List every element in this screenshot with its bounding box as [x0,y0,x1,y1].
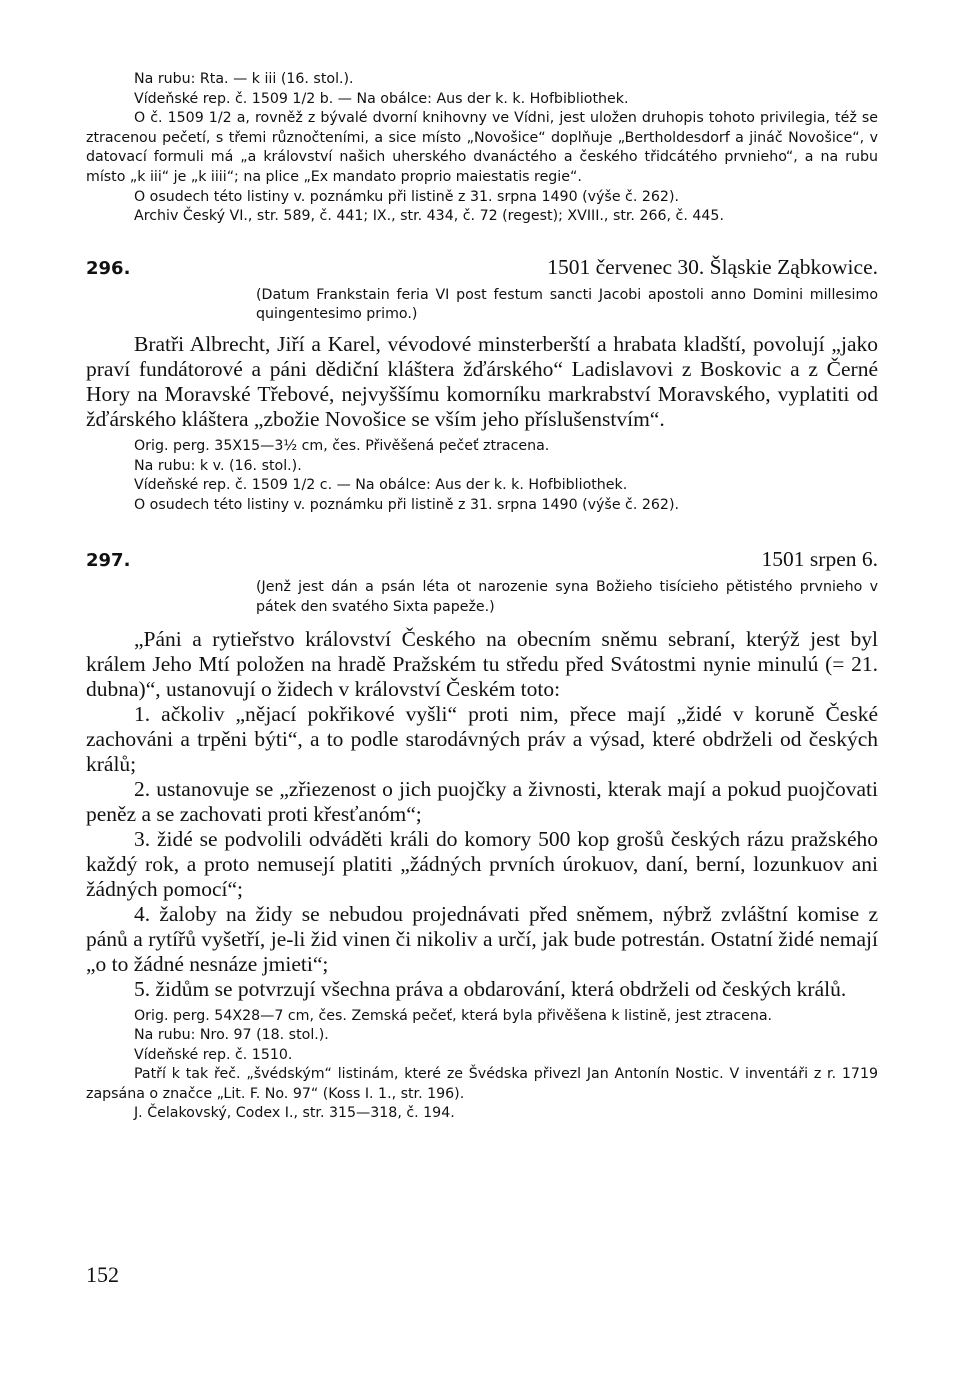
note-line: Vídeňské rep. č. 1509 1/2 b. — Na obálce: Aus der k. k. Hofbibliothek. [134,90,629,107]
regest-paragraph: 4. žaloby na židy se nebudou projednávati před sněmem, nýbrž zvláštní komise z pánů a rytířů vyšetří, je-li žid vinen či nikoliv a určí, jak bude potrestán. Ostatní židé nemají „o to žádné nesnáze jmieti“; [86,901,878,976]
note-line: O osudech této listiny v. poznámku při listině z 31. srpna 1490 (výše č. 262). [134,496,680,513]
regest-paragraph: 3. židé se podvolili odváděti králi do komory 500 kop grošů českých rázu pražského každý rok, a proto nemusejí platiti „žádných prvních úrokuov, daní, berní, lozunkuov ani žádných pomocí“; [86,826,878,901]
regest-paragraph: 2. ustanovuje se „zřiezenost o jich puojčky a živnosti, kterak mají a pokud puojčovati peněz a se zachovati proti křesťanóm“; [86,776,878,826]
note-paragraph: O č. 1509 1/2 a, rovněž z bývalé dvorní knihovny ve Vídni, jest uložen druhopis tohoto privilegia, též se ztracenou pečetí, s třemi různočteními, a sice místo „Novošice“ doplňuje „Bertholdesdorf a jináč Novošice“, v datovací formuli má „a království našich uherského dvanáctého a českého třidcátého prvnieho“, a na rubu místo „k iii“ je „k iiii“; na plice „Ex mandato proprio maiestatis regie“. [86,110,878,185]
document-date-place: 1501 červenec 30. Šląskie Ząbkowice. [547,254,878,279]
page-content [86,70,878,1124]
note-line: Orig. perg. 54X28—7 cm, čes. Zemská pečeť, která byla přivěšena k listině, jest ztracena. [134,1007,773,1024]
document-number: 296. [86,257,131,279]
note-line: Na rubu: Nro. 97 (18. stol.). [134,1027,329,1044]
document-296 [86,255,878,516]
document-notes [86,1007,878,1125]
document-297 [86,547,878,1124]
regest-paragraph: Bratři Albrecht, Jiří a Karel, vévodové minsterberští a hrabata kladští, povolují „jako praví fundátorové a páni dědiční kláštera žďárského“ Ladislavovi z Boskovic a z Černé Hory na Moravské Třebové, nejvyššímu komorníku markrabství Moravského, vyplatiti od žďárského kláštera „zbožie Novošice se vším jeho příslušenstvím“. [86,331,878,431]
note-line: Na rubu: Rta. — k iii (16. stol.). [134,71,354,87]
note-line: Patří k tak řeč. „švédským“ listinám, které ze Švédska přivezl Jan Antonín Nostic. V inventáři z r. 1719 zapsána o značce „Lit. F. No. 97“ (Koss I. 1., str. 196). [86,1066,878,1102]
note-line: Orig. perg. 35X15—3½ cm, čes. Přivěšená pečeť ztracena. [134,437,550,454]
note-line: J. Čelakovský, Codex I., str. 315—318, č. 194. [134,1105,455,1122]
note-line: Vídeňské rep. č. 1510. [134,1046,293,1063]
previous-document-notes [86,70,878,227]
document-number: 297. [86,550,131,572]
note-line: Vídeňské rep. č. 1509 1/2 c. — Na obálce: Aus der k. k. Hofbibliothek. [134,477,628,494]
document-date: 1501 srpen 6. [761,547,878,572]
regest [86,627,878,1002]
page-number: 152 [86,1262,119,1287]
note-line: Na rubu: k v. (16. stol.). [134,457,302,474]
document-header [86,255,878,280]
regest-paragraph: „Páni a rytieřstvo království Českého na obecním sněmu sebraní, kterýž jest byl králem Jeho Mtí položen na hradě Pražském tu středu před Svátostmi nynie minulú (= 21. dubna)“, ustanovují o židech v království Českém toto: [86,626,878,701]
regest [86,332,878,432]
dating-formula: (Datum Frankstain feria VI post festum sancti Jacobi apostoli anno Domini millesimo quingentesimo primo.) [256,286,878,323]
note-line: Archiv Český VI., str. 589, č. 441; IX., str. 434, č. 72 (regest); XVIII., str. 266, č. 445. [134,208,724,225]
document-header [86,547,878,572]
regest-paragraph: 5. židům se potvrzují všechna práva a obdarování, která obdrželi od českých králů. [134,976,847,1001]
note-line: O osudech této listiny v. poznámku při listině z 31. srpna 1490 (výše č. 262). [134,188,680,205]
document-notes [86,437,878,515]
dating-formula: (Jenž jest dán a psán léta ot narozenie syna Božieho tisícieho pětistého prvnieho v pátek den svatého Sixta papeže.) [256,579,878,615]
regest-paragraph: 1. ačkoliv „nějací pokřikové vyšli“ proti nim, přece mají „židé v koruně České zachováni a trpěni býti“, a to podle starodávných práv a výsad, které obdrželi od českých králů; [86,701,878,776]
